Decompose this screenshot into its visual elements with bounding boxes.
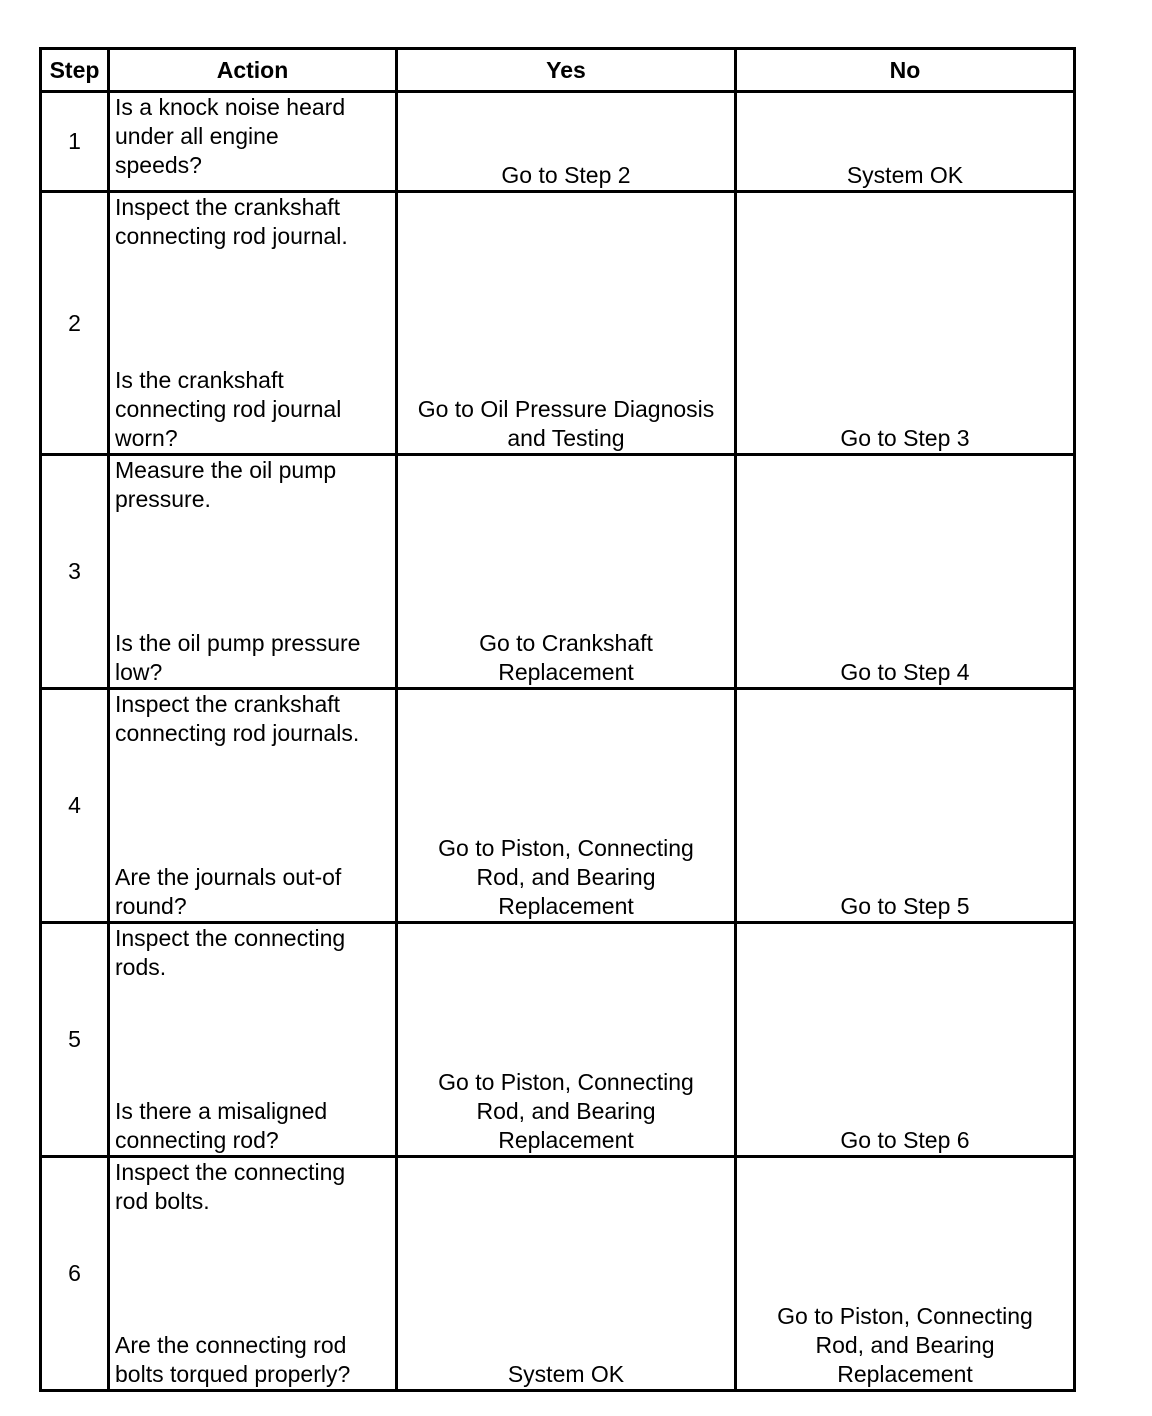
action-content (115, 690, 390, 921)
action-question-line: Is there a misaligned (115, 1098, 328, 1124)
yes-result-line: Go to Piston, Connecting (438, 1069, 694, 1095)
table-row (41, 92, 1075, 192)
yes-result-line: Replacement (498, 659, 634, 685)
action-cell (109, 192, 397, 455)
step-number: 2 (41, 192, 109, 455)
no-result-cell (736, 455, 1075, 689)
action-instruction-line: connecting rod journal. (115, 223, 348, 249)
no-result-line: Go to Step 5 (840, 893, 970, 919)
action-question-line: Are the connecting rod (115, 1332, 347, 1358)
step-number: 6 (41, 1157, 109, 1391)
no-result-cell (736, 689, 1075, 923)
action-instruction-line: Is a knock noise heard (115, 94, 346, 120)
no-result-cell (736, 92, 1075, 192)
step-number: 1 (41, 92, 109, 192)
action-instruction-line: connecting rod journals. (115, 720, 360, 746)
header-step: Step (41, 49, 109, 92)
action-cell (109, 455, 397, 689)
action-instruction-line: Inspect the connecting (115, 1159, 346, 1185)
action-instruction (115, 93, 390, 180)
yes-result-line: Rod, and Bearing (476, 864, 656, 890)
action-question-line: connecting rod? (115, 1127, 279, 1153)
yes-result-line: System OK (507, 1361, 625, 1387)
header-no: No (736, 49, 1075, 92)
no-result-line: Replacement (837, 1361, 973, 1387)
action-content (115, 93, 390, 190)
yes-result-line: Replacement (498, 893, 634, 919)
action-instruction-line: Inspect the crankshaft (115, 194, 341, 220)
no-result-cell (736, 1157, 1075, 1391)
table-row (41, 923, 1075, 1157)
no-result-cell (736, 923, 1075, 1157)
table-row (41, 192, 1075, 455)
action-instruction-line: Inspect the crankshaft (115, 691, 341, 717)
action-instruction (115, 1158, 390, 1216)
no-result-line: Go to Step 4 (840, 659, 970, 685)
action-question-line: connecting rod journal (115, 396, 342, 422)
step-number: 3 (41, 455, 109, 689)
action-question-line: bolts torqued properly? (115, 1361, 351, 1387)
action-instruction (115, 690, 390, 748)
action-question-line: Is the crankshaft (115, 367, 284, 393)
action-question (115, 1331, 390, 1389)
action-instruction-line: speeds? (115, 152, 202, 178)
step-number: 5 (41, 923, 109, 1157)
action-content (115, 193, 390, 453)
no-result-cell (736, 192, 1075, 455)
yes-result-line: Rod, and Bearing (476, 1098, 656, 1124)
action-instruction-line: pressure. (115, 486, 211, 512)
no-result-line: Go to Piston, Connecting (777, 1303, 1033, 1329)
table-row (41, 455, 1075, 689)
action-question (115, 366, 390, 453)
yes-result-line: Replacement (498, 1127, 634, 1153)
header-action: Action (109, 49, 397, 92)
yes-result-cell (397, 92, 736, 192)
action-question-line: low? (115, 659, 163, 685)
step-number: 4 (41, 689, 109, 923)
action-instruction (115, 456, 390, 514)
action-question-line: Are the journals out-of (115, 864, 342, 890)
yes-result-line: and Testing (507, 425, 625, 451)
yes-result-cell (397, 192, 736, 455)
no-result-line: Go to Step 3 (840, 425, 970, 451)
action-question-line: round? (115, 893, 187, 919)
table-row (41, 689, 1075, 923)
no-result-line: System OK (846, 162, 964, 188)
action-instruction (115, 193, 390, 251)
action-instruction-line: under all engine (115, 123, 279, 149)
action-instruction-line: Inspect the connecting (115, 925, 346, 951)
action-cell (109, 1157, 397, 1391)
action-question (115, 1097, 390, 1155)
yes-result-line: Go to Piston, Connecting (438, 835, 694, 861)
table-body (41, 92, 1075, 1391)
header-row (41, 49, 1075, 92)
yes-result-cell (397, 1157, 736, 1391)
yes-result-cell (397, 689, 736, 923)
no-result-line: Go to Step 6 (840, 1127, 970, 1153)
action-content (115, 456, 390, 687)
yes-result-cell (397, 923, 736, 1157)
yes-result-line: Go to Step 2 (501, 162, 631, 188)
action-content (115, 1158, 390, 1389)
action-question-line: Is the oil pump pressure (115, 630, 361, 656)
header-yes: Yes (397, 49, 736, 92)
action-question (115, 629, 390, 687)
action-question-line: worn? (115, 425, 178, 451)
action-instruction (115, 924, 390, 982)
action-content (115, 924, 390, 1155)
yes-result-line: Go to Oil Pressure Diagnosis (417, 396, 715, 422)
yes-result-cell (397, 455, 736, 689)
no-result-line: Rod, and Bearing (815, 1332, 995, 1358)
action-instruction-line: rod bolts. (115, 1188, 210, 1214)
action-instruction-line: Measure the oil pump (115, 457, 337, 483)
action-cell (109, 689, 397, 923)
diagnostic-table (39, 47, 1076, 1392)
action-cell (109, 923, 397, 1157)
yes-result-line: Go to Crankshaft (479, 630, 653, 656)
action-instruction-line: rods. (115, 954, 167, 980)
table-row (41, 1157, 1075, 1391)
action-cell (109, 92, 397, 192)
action-question (115, 863, 390, 921)
